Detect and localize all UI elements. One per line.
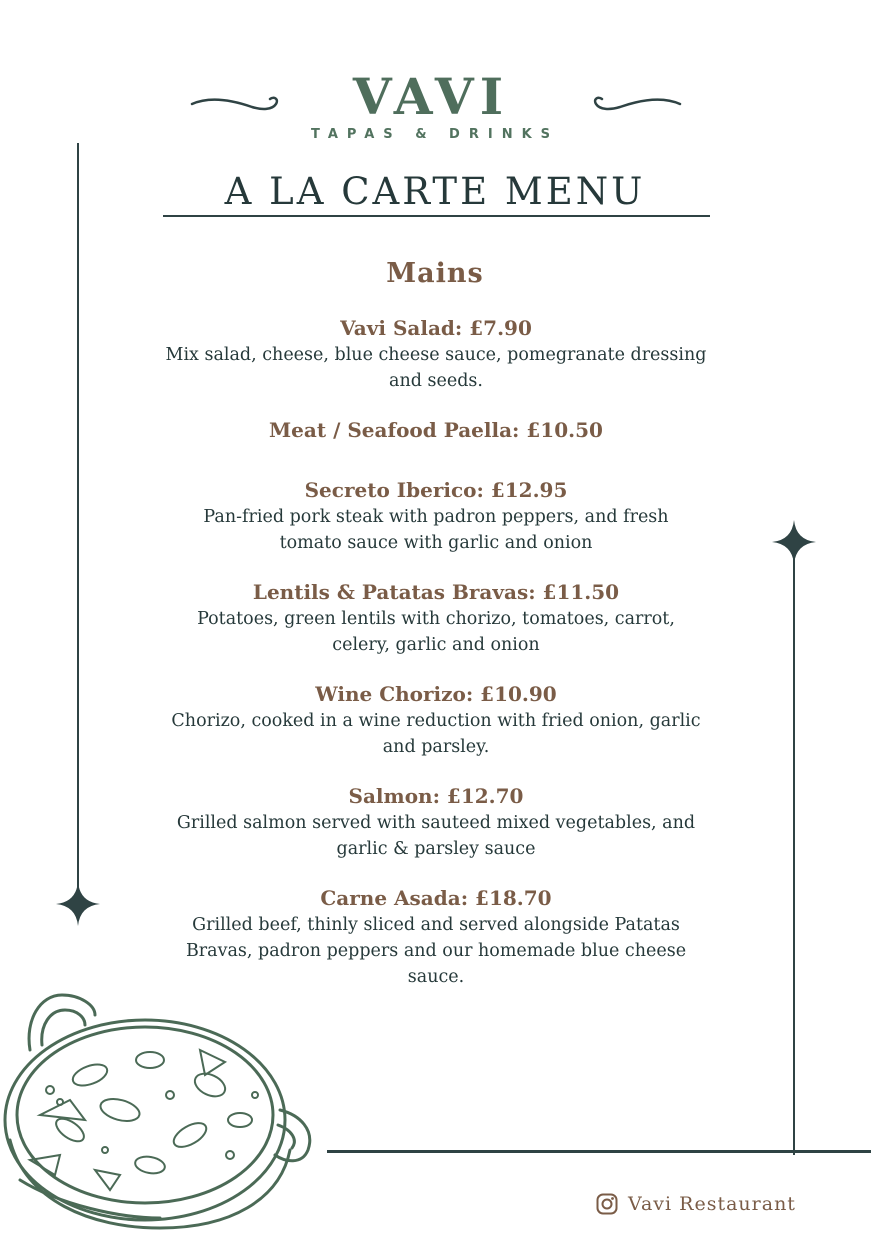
right-vertical-rule xyxy=(793,555,795,1155)
menu-item-vavi-salad xyxy=(160,314,712,394)
page-title: A LA CARTE MENU xyxy=(224,170,646,213)
item-heading: Wine Chorizo: £10.90 xyxy=(315,682,557,706)
item-heading: Meat / Seafood Paella: £10.50 xyxy=(269,418,603,442)
instagram-icon xyxy=(596,1193,618,1215)
section-title: Mains xyxy=(386,258,484,289)
logo-wordmark: VAVI xyxy=(352,67,510,126)
item-description: Grilled beef, thinly sliced and served alongside Patatas Bravas, padron peppers and our homemade blue cheese sauce. xyxy=(185,915,687,987)
item-heading: Lentils & Patatas Bravas: £11.50 xyxy=(252,580,620,604)
menu-item-paella xyxy=(160,416,712,444)
item-heading: Secreto Iberico: £12.95 xyxy=(304,478,568,502)
item-heading: Salmon: £12.70 xyxy=(348,784,524,808)
menu-item-secreto-iberico xyxy=(160,476,712,556)
logo-tagline: TAPAS & DRINKS xyxy=(310,127,560,142)
bottom-horizontal-rule xyxy=(327,1150,871,1153)
left-vertical-rule xyxy=(77,143,79,888)
logo-flourish-left-icon xyxy=(190,92,282,114)
title-underline xyxy=(163,215,710,217)
item-description: Grilled salmon served with sauteed mixed vegetables, and garlic & parsley sauce xyxy=(176,813,696,859)
item-heading: Carne Asada: £18.70 xyxy=(320,886,552,910)
item-heading: Vavi Salad: £7.90 xyxy=(340,316,532,340)
menu-item-wine-chorizo xyxy=(160,680,712,760)
menu-item-salmon xyxy=(160,782,712,862)
item-description: Mix salad, cheese, blue cheese sauce, pomegranate dressing and seeds. xyxy=(165,345,707,391)
right-sparkle-icon xyxy=(772,520,816,564)
menu-item-lentils-patatas-bravas xyxy=(160,578,712,658)
item-description: Pan-fried pork steak with padron peppers, and fresh tomato sauce with garlic and onion xyxy=(203,507,669,553)
logo-flourish-right-icon xyxy=(590,92,682,114)
menu-list xyxy=(160,314,712,1012)
instagram-link[interactable] xyxy=(596,1189,796,1219)
menu-item-carne-asada xyxy=(160,884,712,990)
paella-pan-illustration-icon xyxy=(0,990,320,1240)
instagram-label: Vavi Restaurant xyxy=(628,1193,796,1215)
left-sparkle-icon xyxy=(56,882,100,926)
item-description: Chorizo, cooked in a wine reduction with fried onion, garlic and parsley. xyxy=(171,711,701,757)
item-description: Potatoes, green lentils with chorizo, tomatoes, carrot, celery, garlic and onion xyxy=(197,609,675,655)
